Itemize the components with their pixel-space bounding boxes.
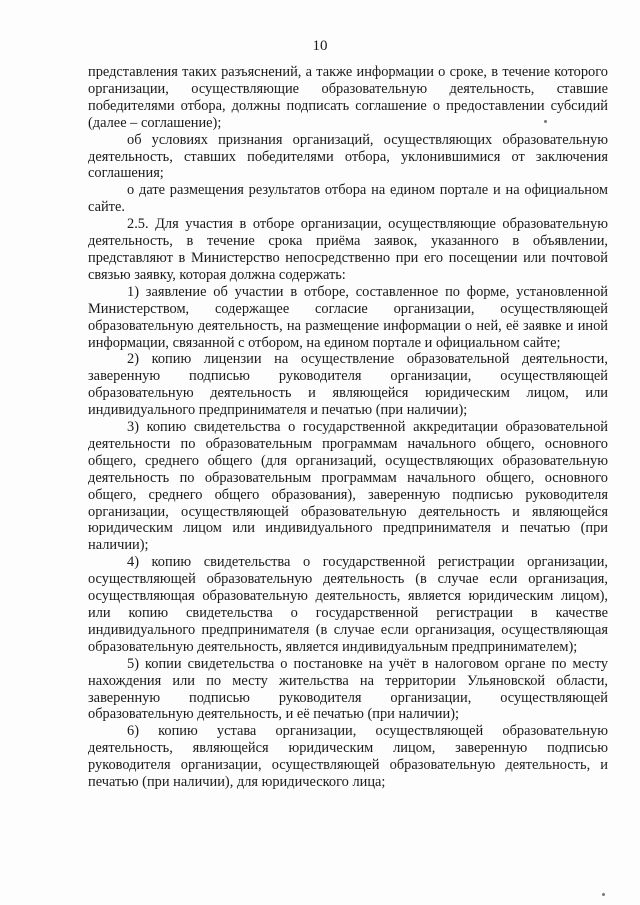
list-item-6-charter: 6) копию устава организации, осуществляющей образовательную деятельность, являющейся юридическим лицом, заверенную подписью руководителя организации, осуществляющей образовательную деятельность, и печатью (при наличии), для юридического лица; [88,723,608,791]
document-body [88,64,608,791]
scan-artifact-dot [544,120,547,123]
list-item-4-registration: 4) копию свидетельства о государственной регистрации организации, осуществляющей образовательную деятельность (в случае если организация, осуществляющая образовательную деятельность, является юридическим лицом), или копию свидетельства о государственной регистрации в качестве индивидуального предпринимателя (в случае если организация, осуществляющая образовательную деятельность, является индивидуальным предпринимателем); [88,554,608,655]
paragraph-deadline-info: представления таких разъяснений, а также информации о сроке, в течение которого организации, осуществляющие образовательную деятельность, ставшие победителями отбора, должны подписать соглашение о предоставлении субсидий (далее – соглашение); [88,64,608,131]
list-item-5-tax-registration: 5) копии свидетельства о постановке на учёт в налоговом органе по месту нахождения или по месту жительства на территории Ульяновской области, заверенную подписью руководителя организации, осуществляющей образовательную деятельность, и её печатью (при наличии); [88,655,608,723]
list-item-3-accreditation: 3) копию свидетельства о государственной аккредитации образовательной деятельности по образовательным программам начального общего, основного общего, среднего общего (для организаций, осуществляющих образовательную деятельность по образовательным программам начального общего, основного общего, среднего общего образования), заверенную подписью руководителя организации, осуществляющей образовательную деятельность и являющейся юридическим лицом или индивидуального предпринимателя и печатью (при наличии); [88,419,608,554]
paragraph-results-date: о дате размещения результатов отбора на едином портале и на официальном сайте. [88,182,608,216]
paragraph-evasion-conditions: об условиях признания организаций, осуществляющих образовательную деятельность, ставших победителями отбора, уклонившимися от заключения соглашения; [88,131,608,182]
page-number: 10 [312,38,328,54]
scan-artifact-dot [602,893,605,896]
list-item-2-license: 2) копию лицензии на осуществление образовательной деятельности, заверенную подписью руководителя организации, осуществляющей образовательную деятельность и являющейся юридическим лицом, или индивидуального предпринимателя и печатью (при наличии); [88,351,608,419]
list-item-1-application: 1) заявление об участии в отборе, составленное по форме, установленной Министерством, содержащее согласие организации, осуществляющей образовательную деятельность, на размещение информации о ней, её заявке и иной информации, связанной с отбором, на едином портале и официальном сайте; [88,283,608,351]
paragraph-section-2-5: 2.5. Для участия в отборе организации, осуществляющие образовательную деятельность, в течение срока приёма заявок, указанного в объявлении, представляют в Министерство непосредственно при его посещении или почтовой связью заявку, которая должна содержать: [88,216,608,283]
